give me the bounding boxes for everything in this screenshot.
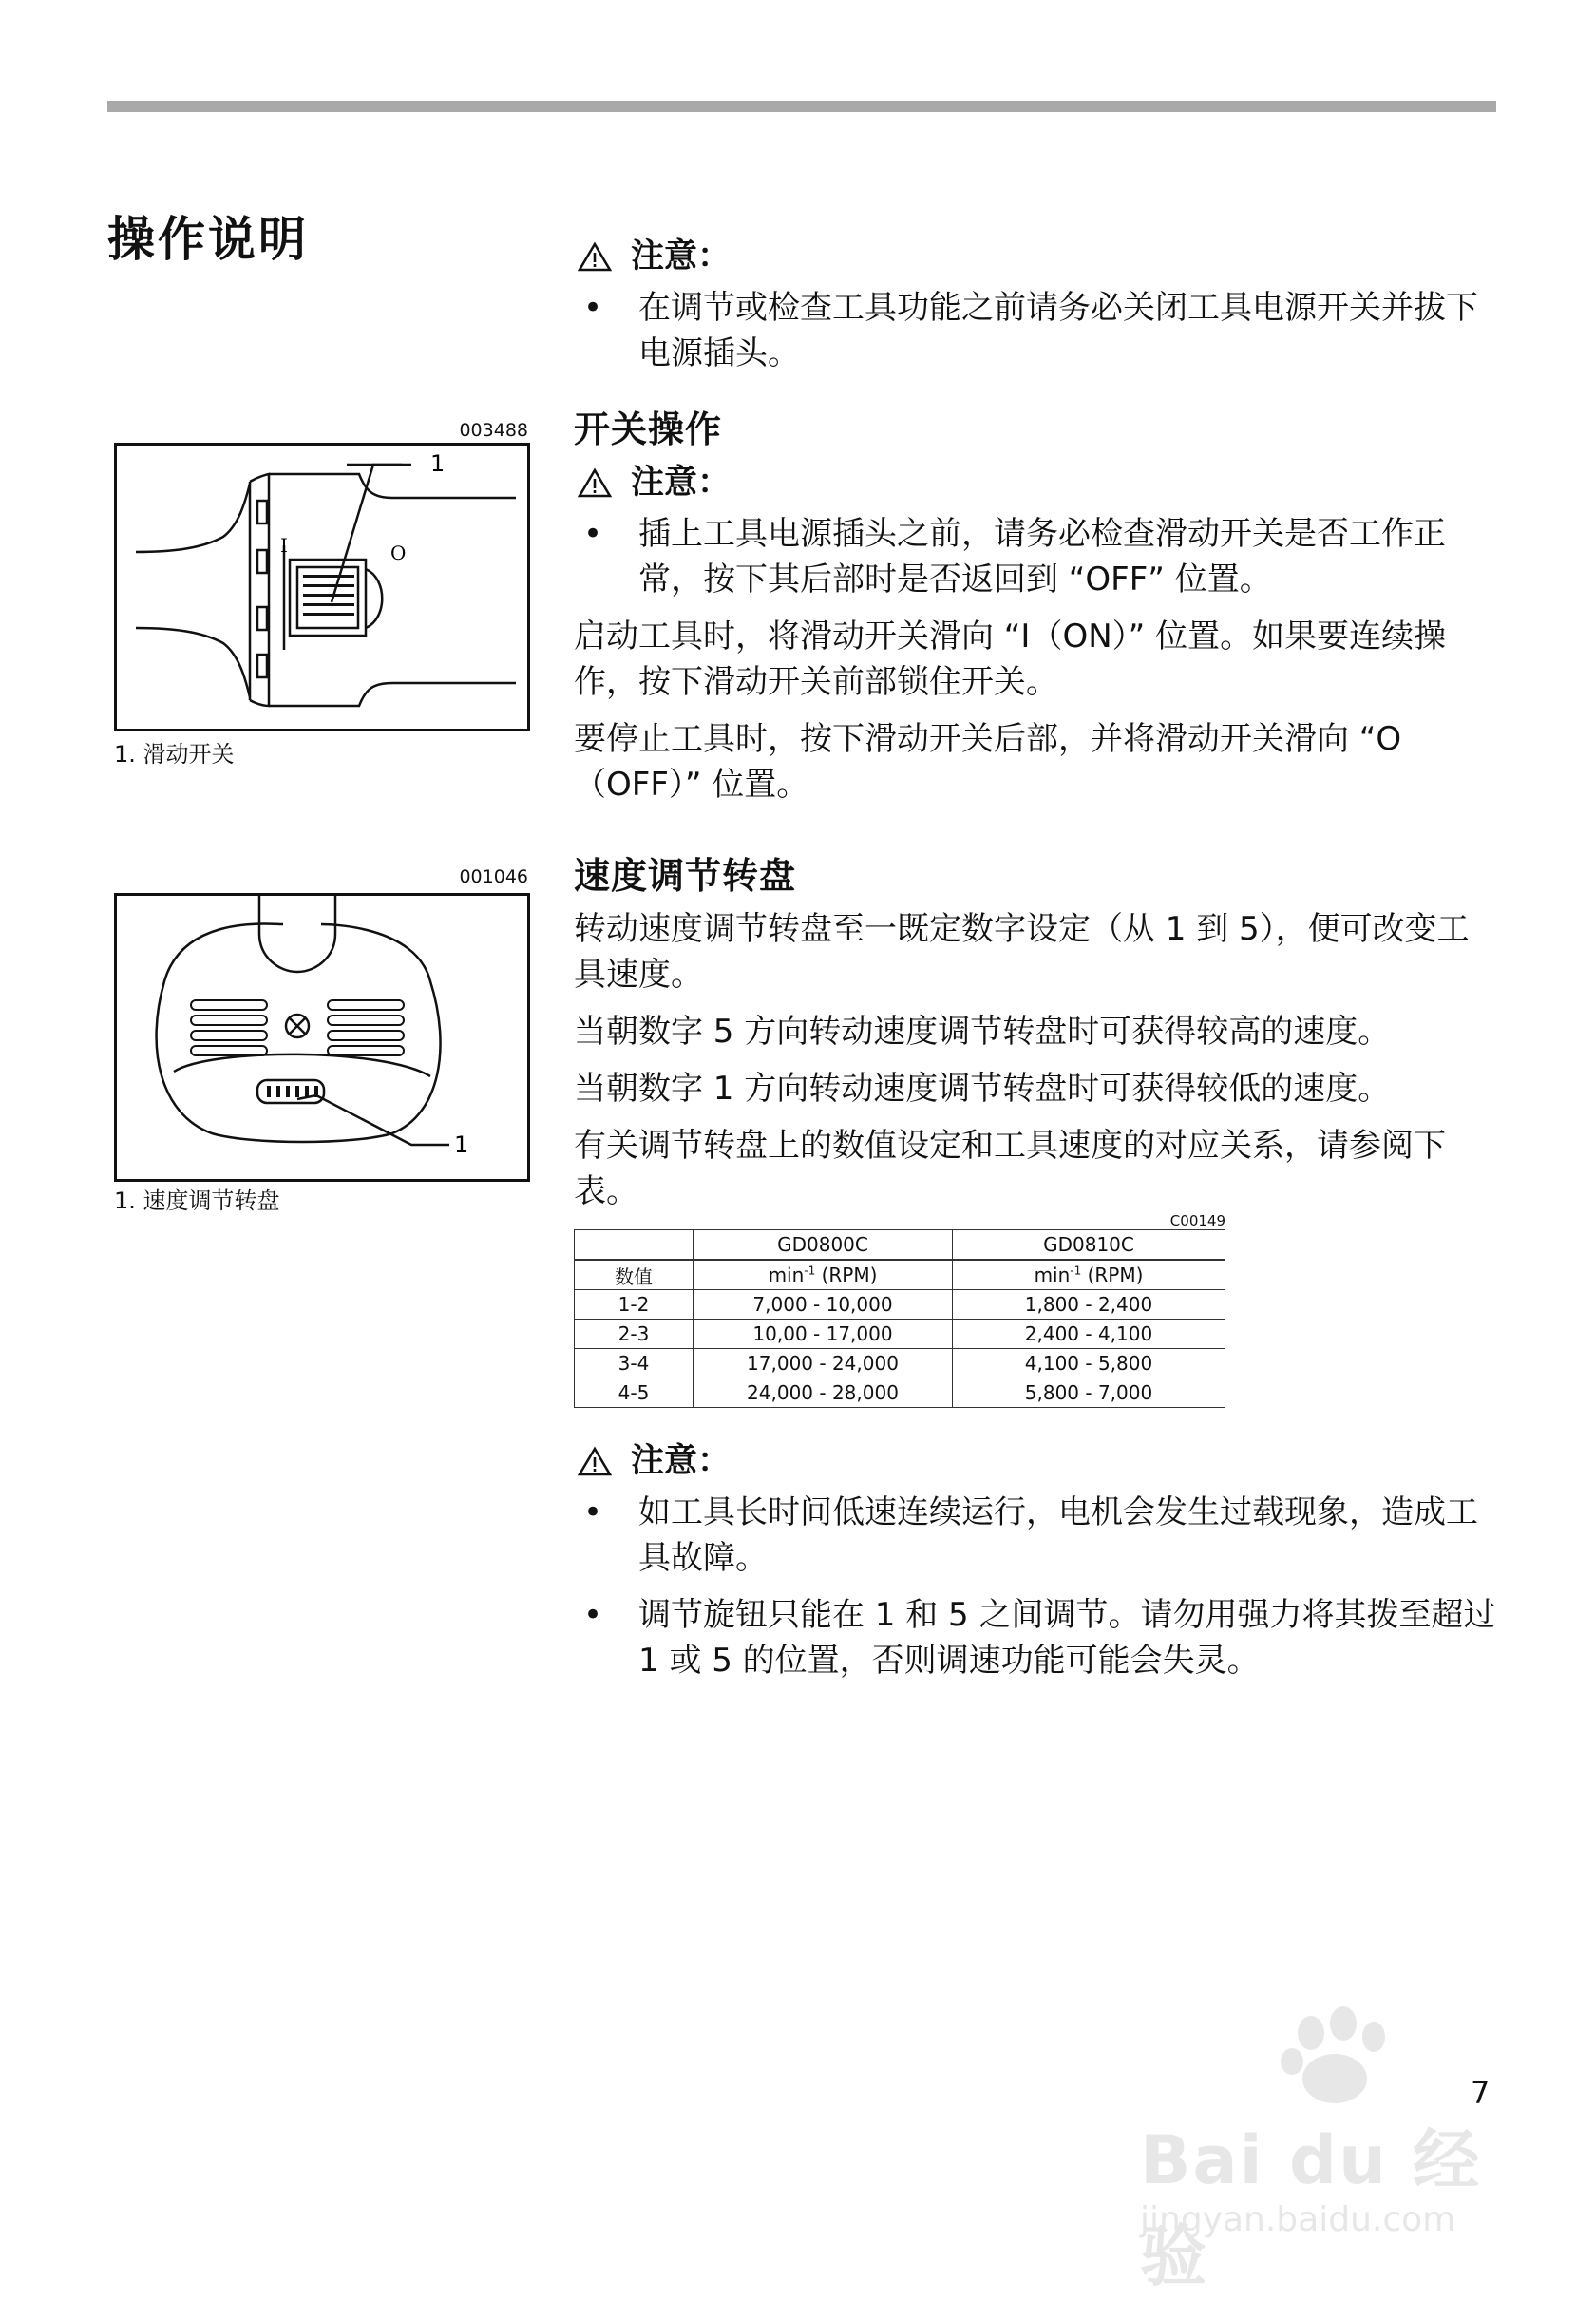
- speed-dial-illustration: [117, 896, 527, 1179]
- page-title: 操作说明: [107, 212, 309, 267]
- paragraph: 当朝数字 5 方向转动速度调节转盘时可获得较高的速度。: [574, 1013, 1391, 1051]
- table-header-cell: GD0800C: [694, 1230, 953, 1261]
- speed-section: [574, 853, 1497, 1226]
- speed-heading: 速度调节转盘: [574, 855, 797, 897]
- table-unit-row: [575, 1260, 1226, 1290]
- list-item: • 在调节或检查工具功能之前请务必关闭工具电源开关并拔下电源插头。: [574, 285, 1497, 376]
- table-cell: 1-2: [575, 1290, 694, 1320]
- table-cell: 2-3: [575, 1320, 694, 1349]
- figure-caption: 1. 速度调节转盘: [114, 1188, 280, 1214]
- header-rule: [107, 101, 1496, 112]
- switch-heading: 开关操作: [574, 408, 723, 450]
- table-header-cell: 数值: [575, 1260, 694, 1290]
- list-item: • 如工具长时间低速连续运行，电机会发生过载现象，造成工具故障。: [574, 1490, 1497, 1581]
- warning-triangle-icon: [578, 1446, 612, 1476]
- table-cell: 2,400 - 4,100: [953, 1320, 1226, 1349]
- table-code: C00149: [1169, 1212, 1226, 1229]
- table-header-row: [575, 1230, 1226, 1261]
- final-caution-block: [574, 1438, 1497, 1695]
- page-number: 7: [1471, 2075, 1491, 2111]
- table-cell: 7,000 - 10,000: [694, 1290, 953, 1320]
- callout-number: 1: [454, 1131, 469, 1158]
- table-header-cell: [953, 1260, 1226, 1290]
- unit-sup: -1: [1070, 1264, 1082, 1278]
- table-cell: 4,100 - 5,800: [953, 1349, 1226, 1378]
- table-row: [575, 1290, 1226, 1320]
- watermark-brand: Bai du 经验: [1140, 2121, 1482, 2295]
- caution-label: 注意：: [631, 464, 732, 502]
- paragraph: 转动速度调节转盘至一既定数字设定（从 1 到 5），便可改变工具速度。: [574, 910, 1470, 994]
- speed-dial-figure: [114, 893, 530, 1182]
- table-header-cell: GD0810C: [953, 1230, 1226, 1261]
- figure-code: 001046: [459, 866, 528, 887]
- unit-suffix: (RPM): [815, 1264, 878, 1286]
- warning-triangle-icon: [578, 241, 612, 272]
- figure-caption: 1. 滑动开关: [114, 741, 235, 768]
- caution-label: 注意：: [631, 238, 732, 276]
- paragraph: 启动工具时，将滑动开关滑向 “I（ON）” 位置。如果要连续操作，按下滑动开关前部锁住开关。: [574, 618, 1447, 701]
- unit-base: min: [1034, 1264, 1071, 1286]
- table-cell: 17,000 - 24,000: [694, 1349, 953, 1378]
- switch-o-mark: O: [390, 542, 407, 564]
- unit-base: min: [768, 1264, 805, 1286]
- table-cell: 10,00 - 17,000: [694, 1320, 953, 1349]
- paragraph: 当朝数字 1 方向转动速度调节转盘时可获得较低的速度。: [574, 1070, 1391, 1108]
- list-item: • 调节旋钮只能在 1 和 5 之间调节。请勿用强力将其拨至超过 1 或 5 的位置，否则调速功能可能会失灵。: [574, 1592, 1497, 1683]
- speed-table: [574, 1229, 1226, 1408]
- warning-triangle-icon: [578, 467, 612, 498]
- figure-code: 003488: [459, 420, 528, 441]
- table-row: [575, 1378, 1226, 1408]
- table-cell: 3-4: [575, 1349, 694, 1378]
- table-row: [575, 1320, 1226, 1349]
- slide-switch-figure: [114, 443, 530, 732]
- paragraph: 要停止工具时，按下滑动开关后部，并将滑动开关滑向 “O（OFF）” 位置。: [574, 720, 1402, 804]
- intro-caution-block: [574, 234, 1497, 388]
- caution-heading: [574, 460, 1497, 505]
- switch-section: [574, 407, 1497, 819]
- list-item: • 插上工具电源插头之前，请务必检查滑动开关是否工作正常，按下其后部时是否返回到 “OFF” 位置。: [574, 511, 1497, 602]
- table-cell: 5,800 - 7,000: [953, 1378, 1226, 1408]
- table-header-cell: [694, 1260, 953, 1290]
- unit-sup: -1: [804, 1264, 816, 1278]
- table-cell: 24,000 - 28,000: [694, 1378, 953, 1408]
- paragraph: 有关调节转盘上的数值设定和工具速度的对应关系，请参阅下表。: [574, 1127, 1446, 1210]
- watermark: [1140, 1995, 1501, 2295]
- table-cell: [575, 1230, 694, 1261]
- table-cell: 1,800 - 2,400: [953, 1290, 1226, 1320]
- caution-heading: [574, 1438, 1497, 1484]
- switch-i-mark: I: [280, 534, 288, 557]
- slide-switch-illustration: [117, 446, 527, 729]
- unit-suffix: (RPM): [1081, 1264, 1144, 1286]
- caution-heading: [574, 234, 1497, 279]
- callout-number: 1: [430, 450, 446, 477]
- watermark-url: jingyan.baidu.com: [1140, 2200, 1456, 2239]
- table-row: [575, 1349, 1226, 1378]
- caution-label: 注意：: [631, 1442, 732, 1480]
- table-cell: 4-5: [575, 1378, 694, 1408]
